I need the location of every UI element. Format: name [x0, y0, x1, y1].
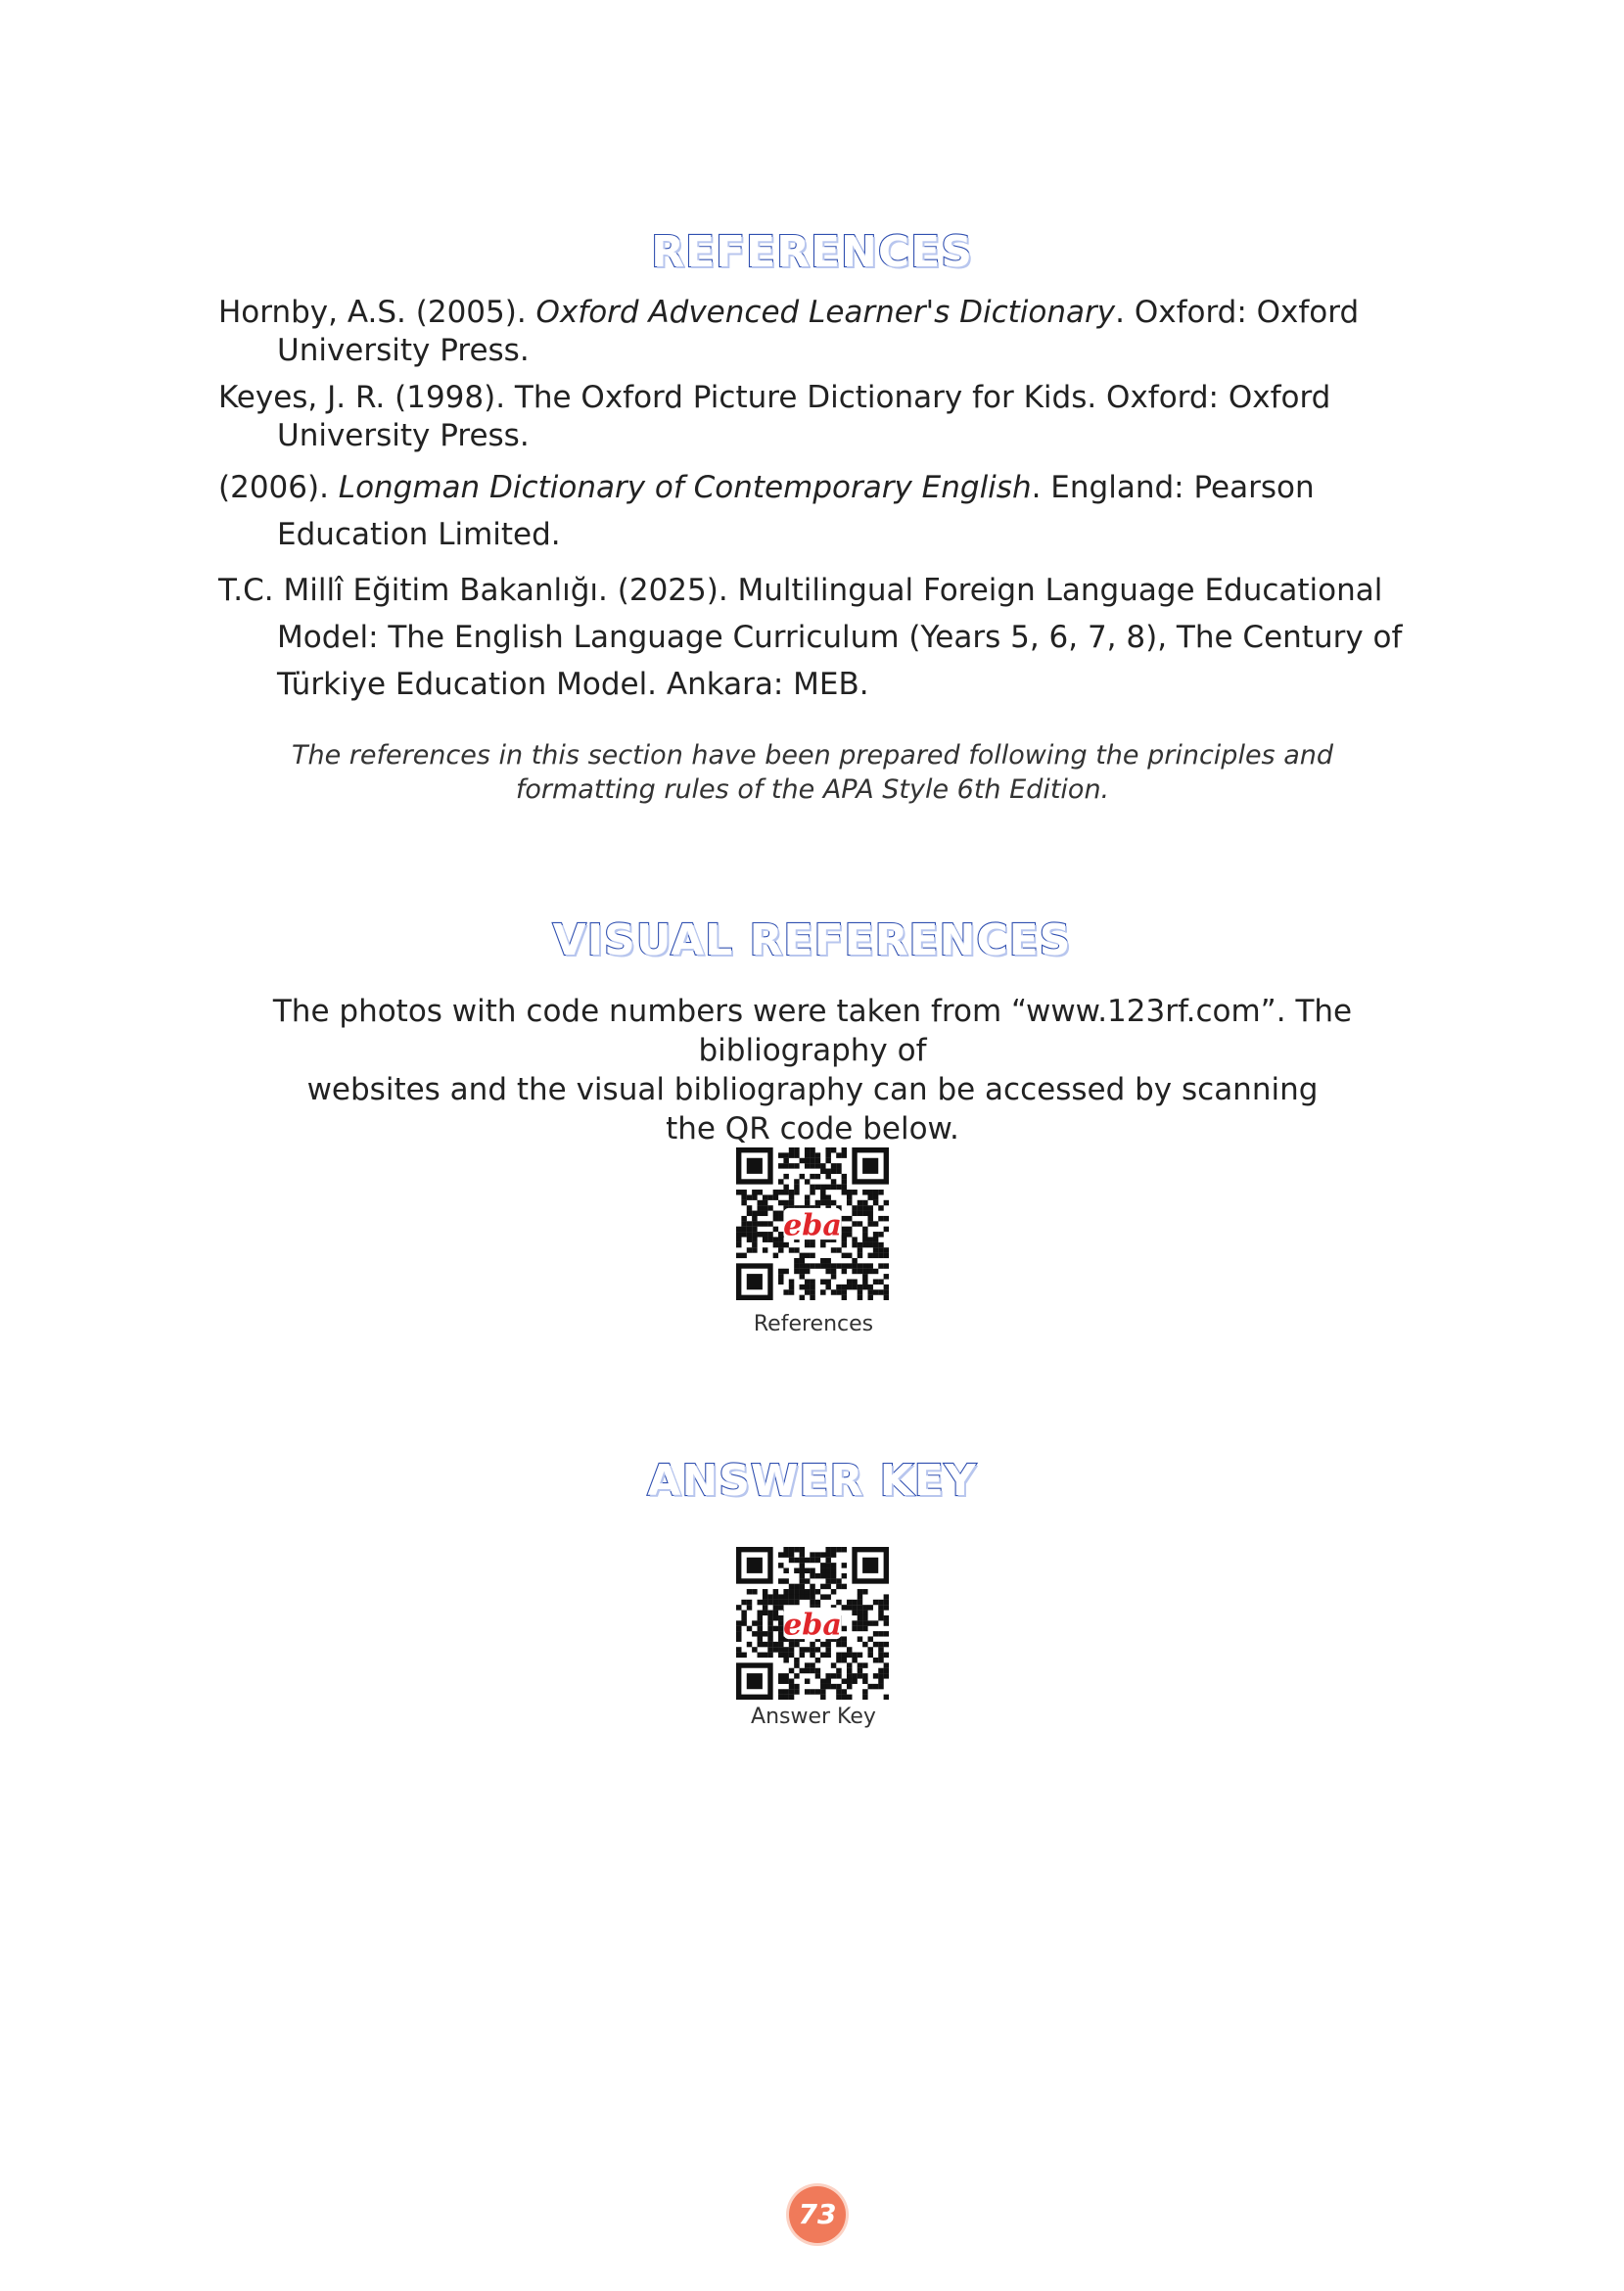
answer-key-qr-caption: Answer Key: [751, 1705, 876, 1729]
reference-entry: Keyes, J. R. (1998). The Oxford Picture Dictionary for Kids. Oxford: Oxford University Press.: [218, 380, 1331, 453]
answer-key-qr-code[interactable]: [736, 1547, 889, 1700]
visual-references-text: The photos with code numbers were taken from “www.123rf.com”. The bibliography of websites and the visual bibliography can be accessed by scanning the QR code below.: [272, 994, 1353, 1146]
references-heading: REFERENCES: [651, 227, 973, 277]
qr-pattern: [736, 1147, 889, 1300]
page-number-badge: 73: [789, 2186, 846, 2243]
reference-entry: (2006). Longman Dictionary of Contemporary English. England: Pearson Education Limited.: [218, 470, 1315, 552]
reference-entry: Hornby, A.S. (2005). Oxford Advenced Learner's Dictionary. Oxford: Oxford University Press.: [218, 295, 1360, 368]
eba-logo: eba: [783, 1608, 842, 1643]
references-qr-code[interactable]: [736, 1147, 889, 1300]
answer-key-heading: ANSWER KEY: [647, 1456, 977, 1506]
visual-references-heading: VISUAL REFERENCES: [552, 915, 1072, 965]
reference-list: [218, 294, 1452, 717]
apa-style-note: The references in this section have been prepared following the principles and formatting rules of the APA Style 6th Edition.: [291, 740, 1334, 805]
references-qr-caption: References: [753, 1312, 874, 1336]
eba-logo: eba: [783, 1208, 842, 1243]
qr-pattern: [736, 1547, 889, 1700]
reference-entry: T.C. Millî Eğitim Bakanlığı. (2025). Multilingual Foreign Language Educational Model: The English Language Curriculum (Years 5, 6, 7, 8), The Century of Türkiye Education Model. Ankara: MEB.: [218, 573, 1403, 702]
